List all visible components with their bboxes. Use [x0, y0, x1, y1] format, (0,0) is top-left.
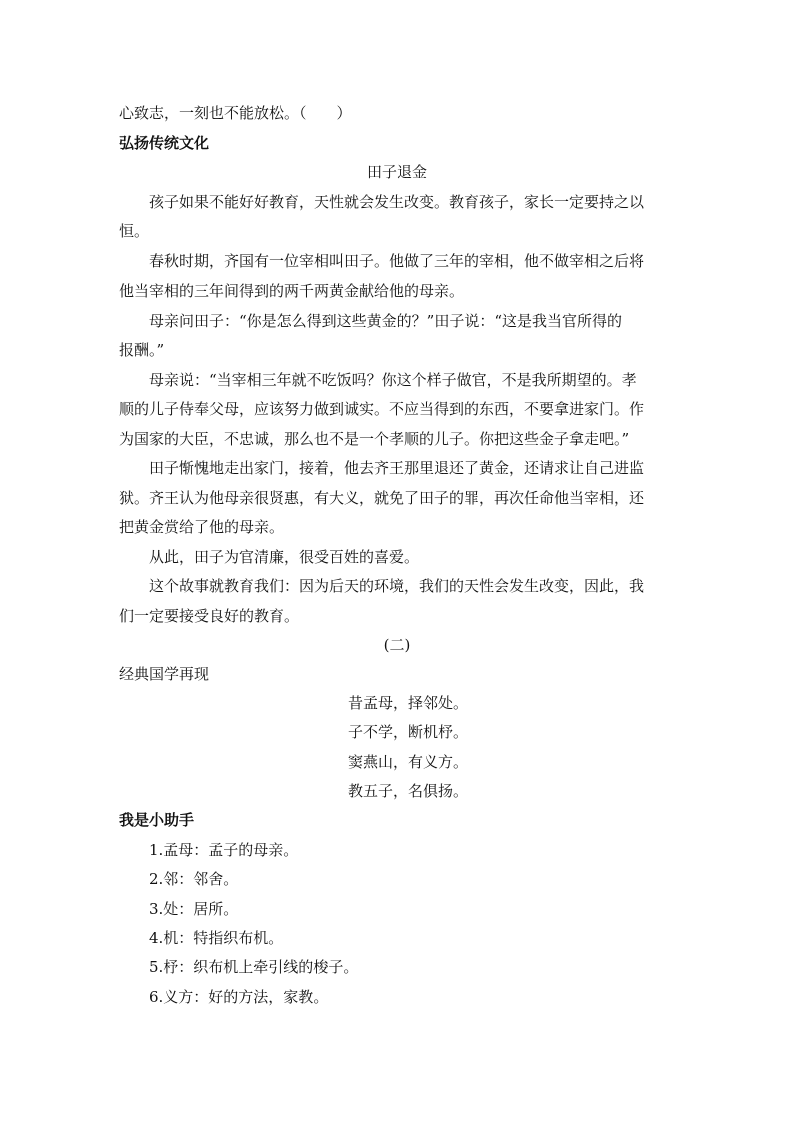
poem-line: 教五子，名俱扬。: [348, 782, 469, 800]
note-item: 4.机：特指织布机。: [149, 929, 284, 947]
text-line-continuation: 心致志，一刻也不能放松。（ ）: [119, 104, 352, 122]
story-title: 田子退金: [366, 163, 427, 181]
paragraph-line: 母亲问田子：“你是怎么得到这些黄金的？”田子说：“这是我当官所得的: [149, 312, 623, 330]
paragraph-line: 田子惭愧地走出家门，接着，他去齐王那里退还了黄金，还请求让自己进监: [149, 459, 645, 477]
paragraph-line: 为国家的大臣，不忠诚，那么也不是一个孝顺的儿子。你把这些金子拿走吧。”: [119, 430, 630, 448]
poem-line: 窦燕山，有义方。: [348, 753, 469, 771]
paragraph-line: 报酬。”: [119, 341, 165, 359]
paragraph-line: 从此，田子为官清廉，很受百姓的喜爱。: [149, 548, 420, 566]
note-item: 1.孟母：孟子的母亲。: [149, 841, 299, 859]
note-item: 3.处：居所。: [149, 900, 239, 918]
classic-heading: 经典国学再现: [119, 665, 210, 683]
poem-line: 昔孟母，择邻处。: [348, 694, 469, 712]
part-number: (二): [383, 636, 411, 654]
poem-line: 子不学，断机杼。: [348, 723, 469, 741]
paragraph-line: 恒。: [119, 222, 150, 240]
helper-heading: 我是小助手: [119, 811, 195, 829]
paragraph-line: 春秋时期，齐国有一位宰相叫田子。他做了三年的宰相，他不做宰相之后将: [149, 252, 645, 270]
paragraph-line: 狱。齐王认为他母亲很贤惠，有大义，就免了田子的罪，再次任命他当宰相，还: [119, 489, 645, 507]
note-item: 5.杼：织布机上牵引线的梭子。: [149, 958, 359, 976]
section-heading: 弘扬传统文化: [119, 134, 210, 152]
paragraph-line: 们一定要接受良好的教育。: [119, 607, 300, 625]
paragraph-line: 这个故事就教育我们：因为后天的环境，我们的天性会发生改变，因此，我: [149, 577, 645, 595]
paragraph-line: 顺的儿子侍奉父母，应该努力做到诚实。不应当得到的东西，不要拿进家门。作: [119, 400, 645, 418]
paragraph-line: 他当宰相的三年间得到的两千两黄金献给他的母亲。: [119, 282, 465, 300]
paragraph-line: 孩子如果不能好好教育，天性就会发生改变。教育孩子，家长一定要持之以: [149, 193, 645, 211]
note-item: 2.邻：邻舍。: [149, 870, 239, 888]
note-item: 6.义方：好的方法，家教。: [149, 988, 329, 1006]
paragraph-line: 母亲说：“当宰相三年就不吃饭吗？你这个样子做官，不是我所期望的。孝: [149, 371, 637, 389]
paragraph-line: 把黄金赏给了他的母亲。: [119, 518, 285, 536]
